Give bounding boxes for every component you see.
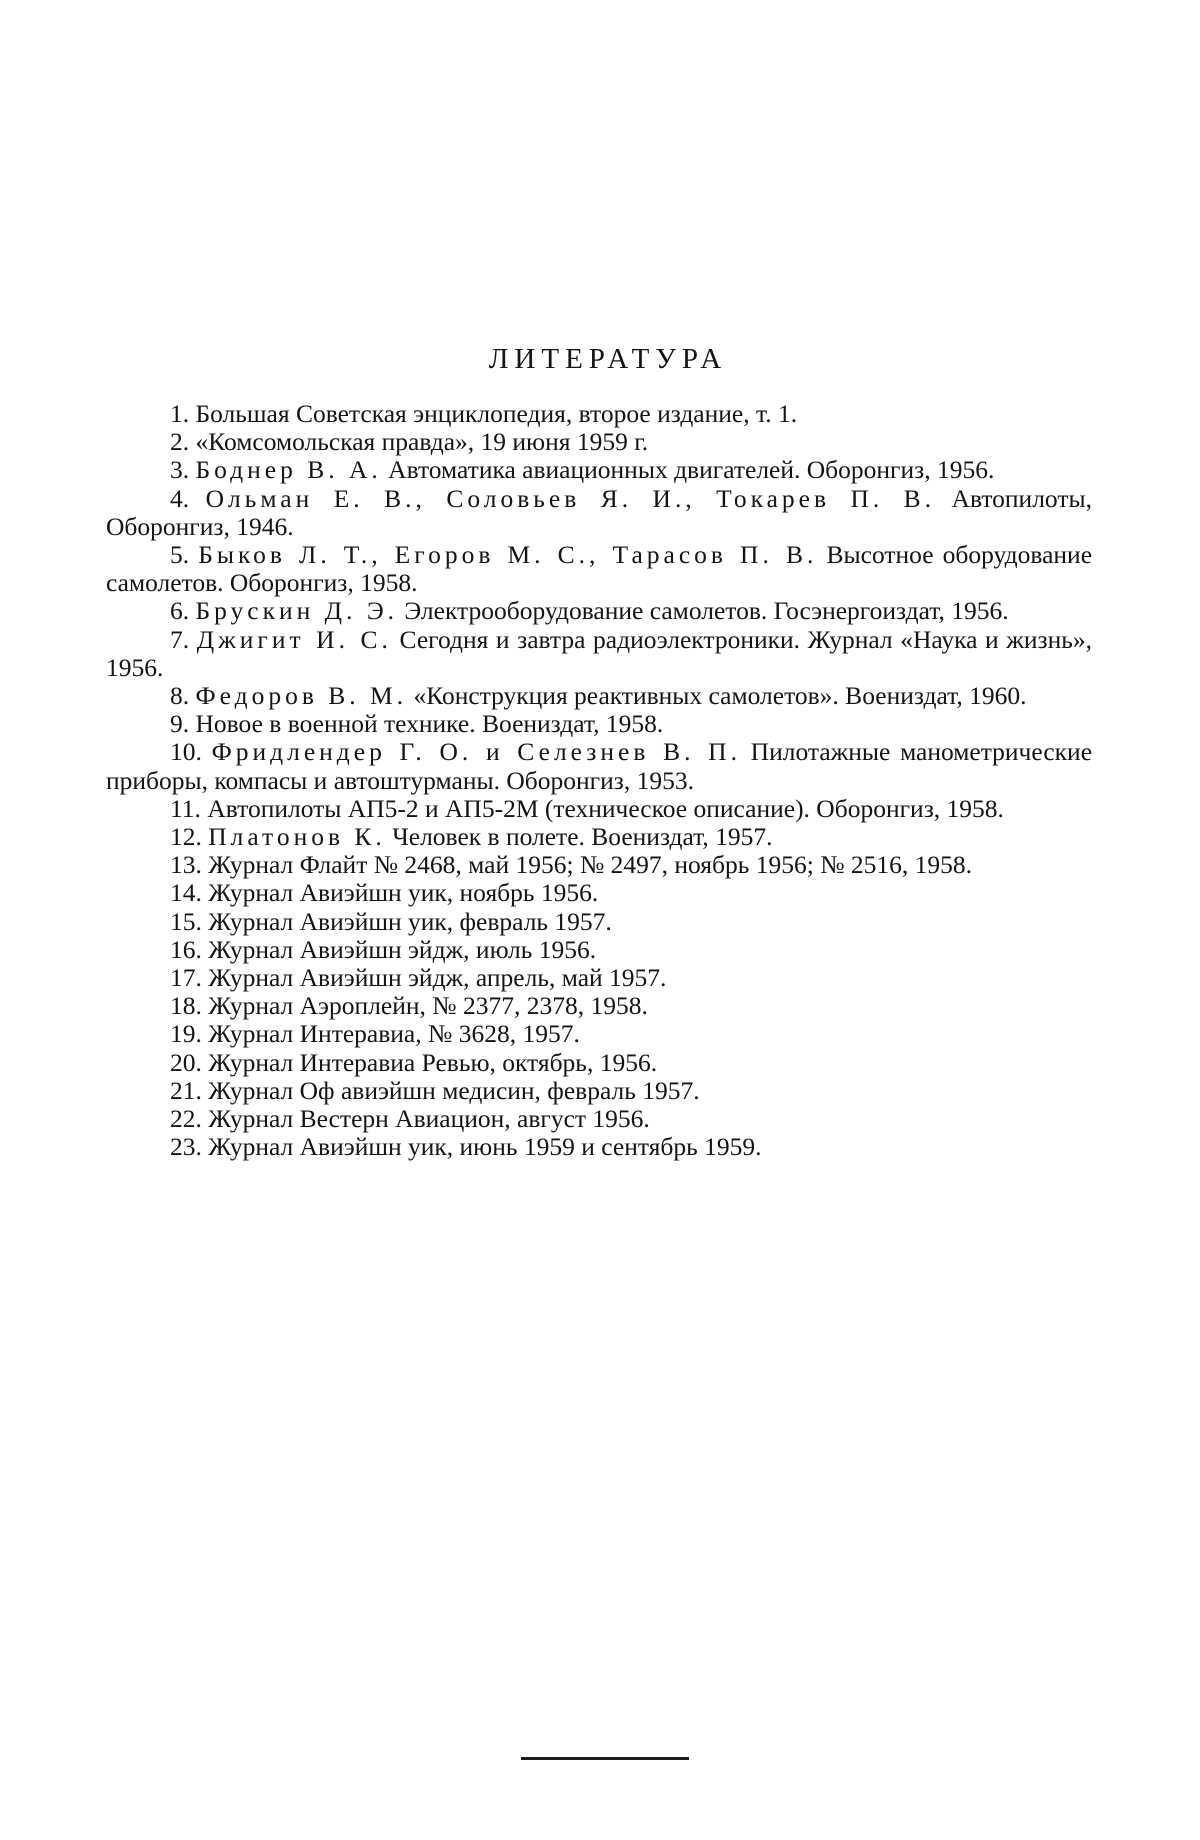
reference-text: Журнал Вестерн Авиацион, август 1956. bbox=[208, 1104, 650, 1133]
reference-item bbox=[106, 456, 1092, 484]
reference-number: 9. bbox=[170, 709, 189, 738]
reference-number: 11. bbox=[170, 794, 201, 823]
reference-number: 21. bbox=[170, 1076, 202, 1105]
reference-text: Журнал Флайт № 2468, май 1956; № 2497, ноябрь 1956; № 2516, 1958. bbox=[208, 850, 972, 879]
reference-number: 20. bbox=[170, 1048, 202, 1077]
reference-number: 13. bbox=[170, 850, 202, 879]
reference-item bbox=[106, 1105, 1092, 1133]
reference-number: 3. bbox=[170, 455, 189, 484]
reference-item bbox=[106, 541, 1092, 597]
reference-number: 2. bbox=[170, 427, 189, 456]
reference-number: 5. bbox=[170, 540, 189, 569]
reference-item bbox=[106, 597, 1092, 625]
reference-item bbox=[106, 710, 1092, 738]
reference-number: 17. bbox=[170, 963, 202, 992]
reference-text: Новое в военной технике. Воениздат, 1958. bbox=[196, 709, 664, 738]
reference-item bbox=[106, 964, 1092, 992]
reference-item bbox=[106, 400, 1092, 428]
reference-item bbox=[106, 795, 1092, 823]
reference-text: Журнал Авиэйшн эйдж, апрель, май 1957. bbox=[208, 963, 666, 992]
reference-text: Высотное оборудование самолетов. Оборонгиз, 1958. bbox=[106, 540, 1092, 597]
reference-text: Автопилоты АП5-2 и АП5-2М (техническое описание). Оборонгиз, 1958. bbox=[207, 794, 1004, 823]
reference-author: Ольман Е. В., Соловьев Я. И., Токарев П. В. bbox=[206, 484, 936, 513]
reference-number: 4. bbox=[170, 484, 189, 513]
reference-number: 22. bbox=[170, 1104, 202, 1133]
reference-author: Платонов К. bbox=[208, 822, 386, 851]
reference-item bbox=[106, 1049, 1092, 1077]
reference-item bbox=[106, 682, 1092, 710]
reference-list bbox=[106, 400, 1092, 1161]
reference-text: Пилотажные манометрические приборы, компасы и автоштурманы. Оборонгиз, 1953. bbox=[106, 737, 1092, 794]
reference-text: Электрооборудование самолетов. Госэнергоиздат, 1956. bbox=[404, 596, 1008, 625]
reference-author: Брускин Д. Э. bbox=[196, 596, 399, 625]
reference-number: 8. bbox=[170, 681, 189, 710]
reference-text: «Конструкция реактивных самолетов». Воениздат, 1960. bbox=[413, 681, 1026, 710]
reference-text: Журнал Авиэйшн уик, июнь 1959 и сентябрь 1959. bbox=[208, 1132, 761, 1161]
reference-number: 14. bbox=[170, 878, 202, 907]
reference-number: 7. bbox=[170, 625, 189, 654]
reference-author: Федоров В. М. bbox=[196, 681, 408, 710]
reference-author: Джигит И. С. bbox=[197, 625, 392, 654]
reference-text: Журнал Авиэйшн уик, февраль 1957. bbox=[208, 907, 612, 936]
reference-item bbox=[106, 908, 1092, 936]
reference-item bbox=[106, 738, 1092, 794]
reference-number: 23. bbox=[170, 1132, 202, 1161]
document-page bbox=[0, 0, 1200, 1840]
reference-text: Журнал Авиэйшн уик, ноябрь 1956. bbox=[208, 878, 598, 907]
closing-rule bbox=[521, 1757, 689, 1760]
reference-author: Быков Л. Т., Егоров М. С., Тарасов П. В. bbox=[198, 540, 817, 569]
reference-item bbox=[106, 485, 1092, 541]
reference-text: Сегодня и завтра радиоэлектроники. Журнал «Наука и жизнь», 1956. bbox=[106, 625, 1092, 682]
reference-number: 15. bbox=[170, 907, 202, 936]
reference-item bbox=[106, 428, 1092, 456]
reference-item bbox=[106, 1133, 1092, 1161]
reference-number: 19. bbox=[170, 1019, 202, 1048]
reference-text: Журнал Интеравиа Ревью, октябрь, 1956. bbox=[208, 1048, 657, 1077]
reference-number: 12. bbox=[170, 822, 202, 851]
reference-number: 18. bbox=[170, 991, 202, 1020]
reference-item bbox=[106, 879, 1092, 907]
reference-item bbox=[106, 851, 1092, 879]
reference-text: Журнал Аэроплейн, № 2377, 2378, 1958. bbox=[208, 991, 648, 1020]
reference-author: Боднер В. А. bbox=[196, 455, 382, 484]
page-title: ЛИТЕРАТУРА bbox=[0, 343, 1200, 376]
reference-number: 6. bbox=[170, 596, 189, 625]
reference-item bbox=[106, 1077, 1092, 1105]
reference-text: Журнал Оф авиэйшн медисин, февраль 1957. bbox=[208, 1076, 699, 1105]
reference-number: 10. bbox=[170, 737, 202, 766]
reference-item bbox=[106, 626, 1092, 682]
reference-author: Фридлендер Г. О. и Селезнев В. П. bbox=[212, 737, 741, 766]
reference-text: Человек в полете. Воениздат, 1957. bbox=[392, 822, 772, 851]
reference-number: 16. bbox=[170, 935, 202, 964]
reference-item bbox=[106, 992, 1092, 1020]
reference-text: «Комсомольская правда», 19 июня 1959 г. bbox=[196, 427, 649, 456]
reference-item bbox=[106, 1020, 1092, 1048]
reference-text: Большая Советская энциклопедия, второе издание, т. 1. bbox=[196, 399, 798, 428]
reference-text: Автопилоты, Оборонгиз, 1946. bbox=[106, 484, 1092, 541]
reference-item bbox=[106, 936, 1092, 964]
reference-text: Автоматика авиационных двигателей. Оборонгиз, 1956. bbox=[388, 455, 994, 484]
reference-number: 1. bbox=[170, 399, 189, 428]
reference-text: Журнал Авиэйшн эйдж, июль 1956. bbox=[208, 935, 596, 964]
reference-item bbox=[106, 823, 1092, 851]
reference-text: Журнал Интеравиа, № 3628, 1957. bbox=[208, 1019, 580, 1048]
